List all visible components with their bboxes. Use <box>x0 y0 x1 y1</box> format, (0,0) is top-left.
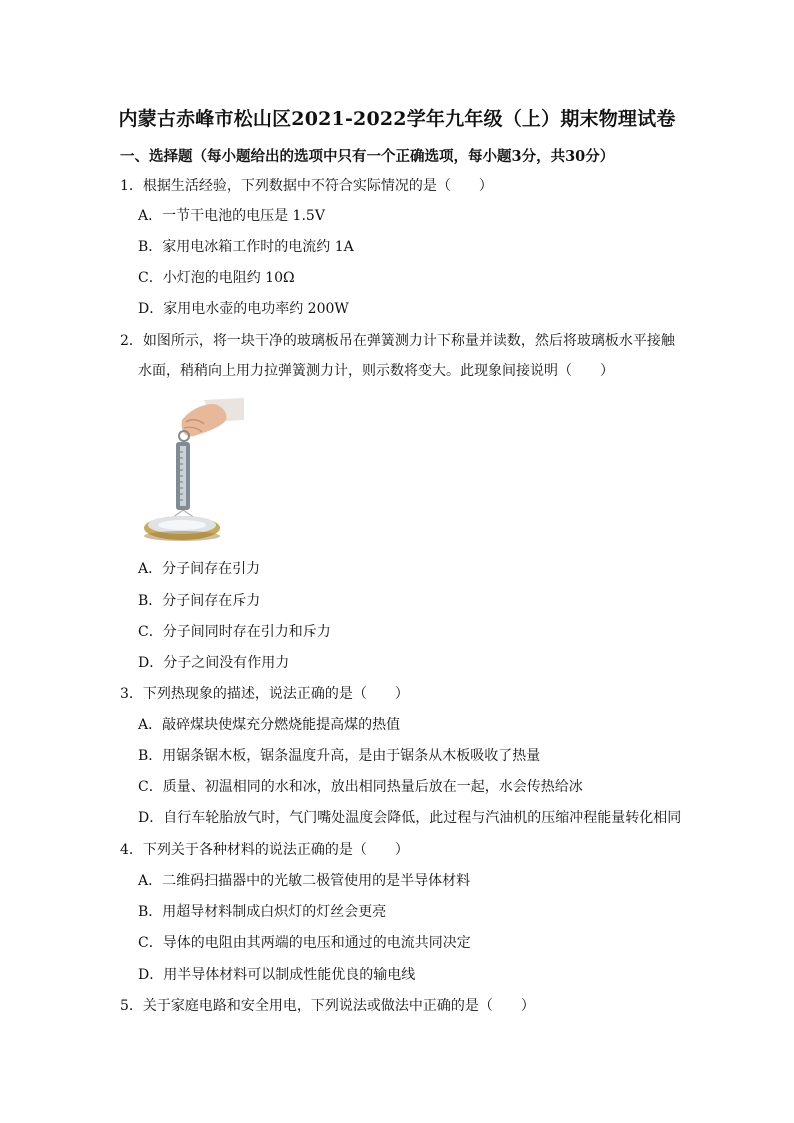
question-2-option-d: D．分子之间没有作用力 <box>138 655 290 671</box>
question-4-stem: 4．下列关于各种材料的说法正确的是（ ） <box>120 842 409 858</box>
spring-scale-figure <box>142 398 244 542</box>
question-3-option-d: D．自行车轮胎放气时，气门嘴处温度会降低，此过程与汽油机的压缩冲程能量转化相同 <box>138 810 682 826</box>
question-2-stem-line-2: 水面，稍稍向上用力拉弹簧测力计，则示数将变大。此现象间接说明（ ） <box>138 363 614 379</box>
question-1-option-c: C．小灯泡的电阻约 10Ω <box>138 270 295 286</box>
question-2-option-a: A．分子间存在引力 <box>138 561 261 577</box>
question-3-option-c: C．质量、初温相同的水和冰，放出相同热量后放在一起，水会传热给冰 <box>138 779 583 795</box>
question-2-option-c: C．分子间同时存在引力和斥力 <box>138 624 331 640</box>
question-4-option-c: C．导体的电阻由其两端的电压和通过的电流共同决定 <box>138 935 471 951</box>
question-1-option-d: D．家用电水壶的电功率约 200W <box>138 301 349 317</box>
question-1-stem: 1．根据生活经验，下列数据中不符合实际情况的是（ ） <box>120 178 493 194</box>
spring-scale-glass-plate-icon <box>142 398 244 542</box>
question-5-stem: 5．关于家庭电路和安全用电，下列说法或做法中正确的是（ ） <box>120 998 535 1014</box>
question-3-stem: 3．下列热现象的描述，说法正确的是（ ） <box>120 686 409 702</box>
question-2-option-b: B．分子间存在斥力 <box>138 593 261 609</box>
question-2-stem-line-1: 2．如图所示，将一块干净的玻璃板吊在弹簧测力计下称量并读数，然后将玻璃板水平接触 <box>120 333 675 349</box>
question-1-option-a: A．一节干电池的电压是 1.5V <box>138 208 325 224</box>
question-4-option-b: B．用超导材料制成白炽灯的灯丝会更亮 <box>138 904 387 920</box>
question-3-option-b: B．用锯条锯木板，锯条温度升高，是由于锯条从木板吸收了热量 <box>138 748 541 764</box>
question-4-option-d: D．用半导体材料可以制成性能优良的输电线 <box>138 967 416 983</box>
section-heading: 一、选择题（每小题给出的选项中只有一个正确选项，每小题3分，共30分） <box>120 148 615 165</box>
question-1-option-b: B．家用电冰箱工作时的电流约 1A <box>138 239 354 255</box>
page-title: 内蒙古赤峰市松山区2021-2022学年九年级（上）期末物理试卷 <box>118 108 676 130</box>
question-4-option-a: A．二维码扫描器中的光敏二极管使用的是半导体材料 <box>138 873 471 889</box>
question-3-option-a: A．敲碎煤块使煤充分燃烧能提高煤的热值 <box>138 717 401 733</box>
